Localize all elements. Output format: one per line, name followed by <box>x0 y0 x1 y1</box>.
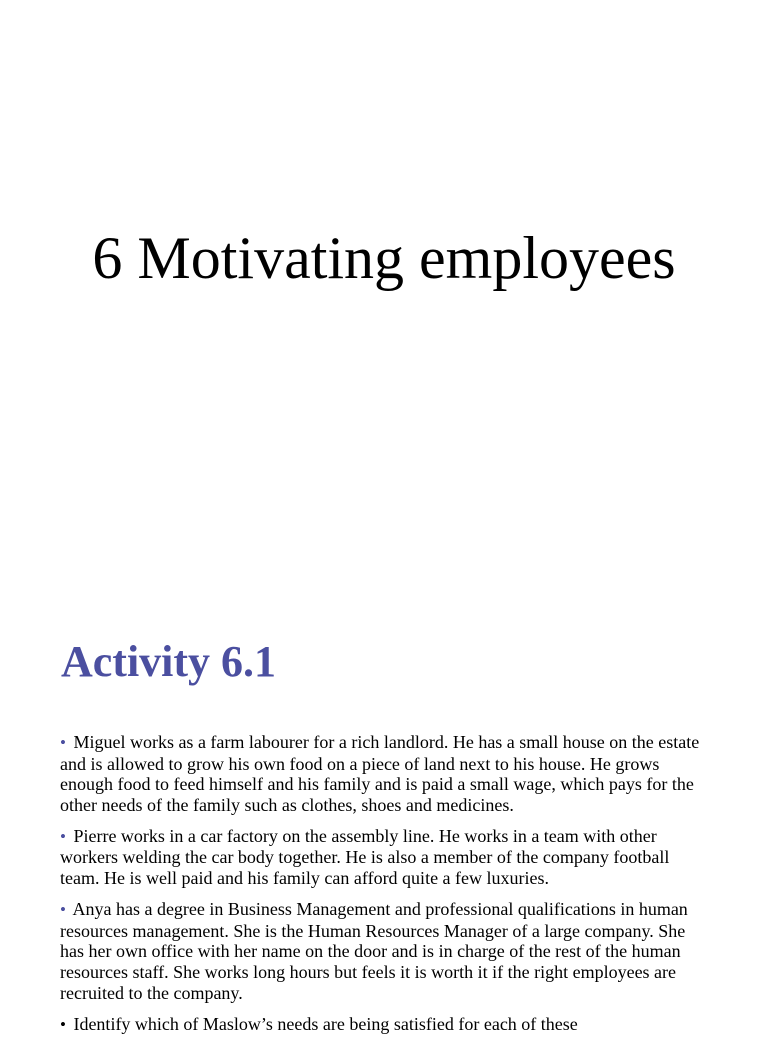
bullet-icon: • <box>60 1014 66 1034</box>
bullet-text: Pierre works in a car factory on the assembly line. He works in a team with other workers welding the car body together. He is also a member of the company football team. He is well paid and his family can afford quite a few luxuries. <box>60 825 670 889</box>
bullet-text: Identify which of Maslow’s needs are being satisfied for each of these <box>73 1013 578 1034</box>
activity-heading: Activity 6.1 <box>61 637 277 686</box>
bullet-text: Anya has a degree in Business Management and professional qualifications in human resources management. She is the Human Resources Manager of a large company. She has her own office with her name on the door and is in charge of the rest of the human resources staff. She works long hours but feels it is worth it if the right employees are recruited to the company. <box>60 899 688 1003</box>
bullet-list <box>60 732 710 1046</box>
activity-slide <box>0 600 768 1034</box>
bullet-item-miguel <box>60 732 710 815</box>
bullet-icon: • <box>60 733 66 752</box>
bullet-text: Miguel works as a farm labourer for a rich landlord. He has a small house on the estate and is allowed to grow his own food on a piece of land next to his house. He grows enough food to feed himself and his family and is paid a small wage, which pays for the other needs of the family such as clothes, shoes and medicines. <box>60 732 700 815</box>
bullet-item-anya <box>60 899 710 1003</box>
page-title: 6 Motivating employees <box>92 225 676 291</box>
bullet-icon: • <box>60 826 66 846</box>
bullet-icon: • <box>60 900 66 920</box>
bullet-item-pierre <box>60 826 710 889</box>
bullet-item-question <box>60 1014 710 1036</box>
